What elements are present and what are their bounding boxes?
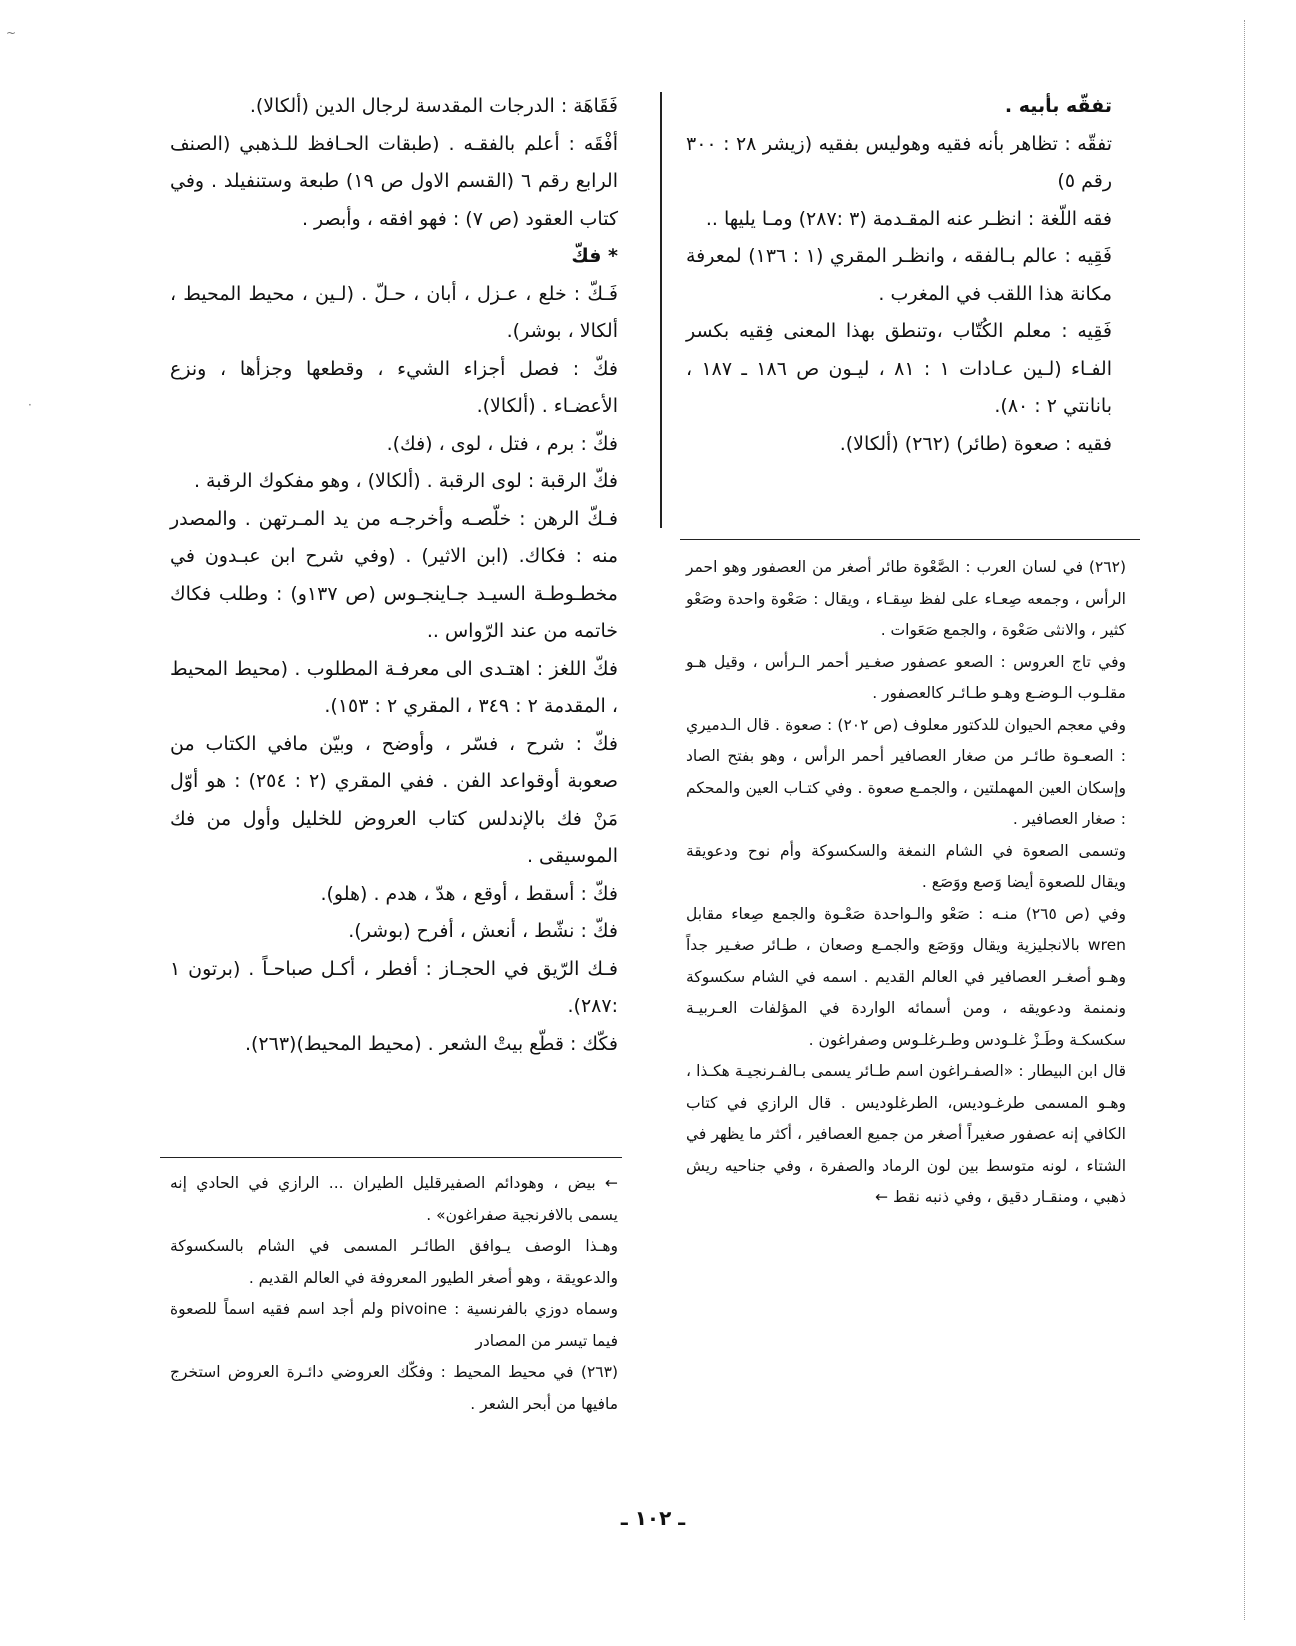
footnote: وسماه دوزي بالفرنسية : pivoine ولم أجد اسم فقيه اسماً للصعوة فيما تيسر من المصادر (170, 1300, 618, 1350)
footnotes-right (686, 552, 1126, 1214)
dictionary-entry: فكّ اللغز : اهتـدى الى معرفـة المطلوب . (محيط المحيط ، المقدمة ٢ : ٣٤٩ ، المقري ٢ : ١٥٣). (170, 657, 618, 717)
dictionary-entry: فكّ : أسقط ، أوقع ، هدّ ، هدم . (هلو). (320, 882, 618, 905)
dictionary-entry: فكّ الرقبة : لوى الرقبة . (ألكالا) ، وهو مفكوك الرقبة . (193, 470, 618, 492)
dictionary-entry: تفقّه بأبيه . (1004, 95, 1112, 117)
scan-speck: ~ (6, 26, 17, 40)
footnote: وتسمى الصعوة في الشام النمغة والسكسوكة وأم نوح ودعويقة ويقال للصعوة أيضا وَصع ووَصَع . (686, 841, 1126, 891)
footnote: وفي (ص ٢٦٥) منـه : صَعْو والـواحدة صَعْـوة والجمع صِعاء مقابل wren بالانجليزية ويقال ووَصَع والجمـع وصعان ، طـائر صغـير جداً وهـو أصغـر العصافير في العالم القديم . اسمه في الشام سكسوكة ونمنمة ودعويقه ، ومن أسمائه الواردة في المؤلفات العـربيـة سكسكـة وطَـزْ غلـودس وطـرغلـوس وصفراغون . (686, 904, 1126, 1049)
footnote-rule (680, 539, 1140, 540)
dictionary-entry: فـك الرّيق في الحجـاز : أفطر ، أكـل صباحـاً . (برتون ١ :٢٨٧). (170, 957, 618, 1017)
dictionary-entry: فكّك : قطّع بيتْ الشعر . (محيط المحيط)(٢٦٣). (244, 1032, 618, 1055)
footnotes-left (170, 1168, 618, 1420)
root-heading: * فكّ (571, 245, 618, 267)
dictionary-entry: فقيه : صعوة (طائر) (٢٦٢) (ألكالا). (839, 432, 1112, 455)
right-column (686, 88, 1112, 463)
scan-speck: · (28, 398, 32, 412)
dictionary-entry: فكّ : برم ، فتل ، لوى ، (فك). (386, 432, 618, 455)
footnote: وفي معجم الحيوان للدكتور معلوف (ص ٢٠٢) : صعوة . قال الـدميري : الصعـوة طائـر من صغار العصافير أحمر الرأس ، وهو بفتح الصاد وإسكان العين المهملتين ، والجمـع صعوة . وفي كتـاب العين والمحكم : صغار العصافير . (686, 715, 1126, 828)
footnote: ← بيض ، وهودائم الصفيرقليل الطيران ... الرازي في الحادي إنه يسمى بالافرنجية صفراغون» . (170, 1174, 618, 1224)
footnote: (٢٦٢) في لسان العرب : الصَّعْوة طائر أصغر من العصفور وهو احمر الرأس ، وجمعه صِعـاء على لفظ سِقـاء ، ويقال : صَعْوة واحدة وصَعْو كثير ، والانثى صَعْوة ، والجمع صَعَوات . (686, 558, 1126, 639)
footnote: (٢٦٣) في محيط المحيط : وفكّك العروضي دائـرة العروض استخرج مافيها من أبحر الشعر . (170, 1363, 618, 1413)
dictionary-entry: فكّ : فصل أجزاء الشيء ، وقطعها وجزأها ، ونزع الأعضـاء . (ألكالا). (170, 357, 618, 417)
footnote: وفي تاج العروس : الصعو عصفور صغـير أحمر الـرأس ، وقيل هـو مقلـوب الـوضـع وهـو طـائـر كالعصفور . (686, 652, 1126, 702)
dictionary-entry: فكّ : نشّط ، أنعش ، أفرح (بوشر). (348, 920, 618, 942)
left-column (170, 88, 618, 1063)
dictionary-entry: فَـكّ : خلع ، عـزل ، أبان ، حـلّ . (لـين ، محيط المحيط ، ألكالا ، بوشر). (170, 282, 618, 342)
footnote: وهـذا الوصف يـوافق الطائـر المسمى في الشام بالسكسوكة والدعويقة ، وهو أصغر الطيور المعروفة في العالم القديم . (170, 1237, 618, 1287)
column-separator (660, 92, 662, 528)
footnote: قال ابن البيطار : «الصفـراغون اسم طـائر يسمى بـالفـرنجيـة هكـذا ، وهـو المسمى طرغـوديس، الطرغلوديس . قال الرازي في كتاب الكافي إنه عصفور صغيراً أصغر من جميع العصافير ، أكثر ما يظهر في الشتاء ، لونه متوسط بين لون الرماد والصفرة ، وفي جناحيه ريش ذهبي ، ومنقـار دقيق ، وفي ذنبه نقط ← (686, 1062, 1126, 1206)
dictionary-entry: أفْقَه : أعلم بالفقـه . (طبقات الحـافظ للـذهبي (الصنف الرابع رقم ٦ (القسم الاول ص ١٩) طبعة وستنفيلد . وفي كتاب العقود (ص ٧) : فهو افقه ، وأبصر . (170, 132, 618, 230)
page-number: ـ ١٠٢ ـ (620, 1506, 686, 1530)
dictionary-entry: فقه اللّغة : انظـر عنه المقـدمة (٣ :٢٨٧) ومـا يليها .. (705, 207, 1112, 230)
page-edge-line (1244, 20, 1245, 1620)
dictionary-entry: تفقّه : تظاهر بأنه فقيه وهوليس بفقيه (زيشر ٢٨ : ٣٠٠ رقم ٥) (686, 132, 1112, 192)
dictionary-entry: فَقَاهَة : الدرجات المقدسة لرجال الدين (ألكالا). (249, 95, 618, 117)
footnote-rule (160, 1157, 622, 1158)
dictionary-entry: فَقِيه : عالم بـالفقه ، وانظـر المقري (١ : ١٣٦) لمعرفة مكانة هذا اللقب في المغرب . (686, 245, 1113, 305)
dictionary-entry: فـكّ الرهن : خلّصـه وأخرجـه من يد المـرتهن . والمصدر منه : فكاك. (ابن الاثير) . (وفي شرح ابن عبـدون في مخطـوطـة السيـد جـاينجـوس (ص ١٣٧و) : وطلب فكاك خاتمه من عند الرّواس .. (170, 507, 618, 642)
dictionary-entry: فَقِيه : معلم الكُتّاب ،وتنطق بهذا المعنى فِقيه بكسر الفـاء (لـين عـادات ١ : ٨١ ، ليـون ص ١٨٦ ـ ١٨٧ ، بانانتي ٢ : ٨٠). (686, 320, 1112, 417)
dictionary-entry: فكّ : شرح ، فسّر ، وأوضح ، وبيّن مافي الكتاب من صعوبة أوقواعد الفن . ففي المقري (٢ : ٢٥٤) : هو أوّل مَنْ فك بالإندلس كتاب العروض للخليل وأول من فك الموسيقى . (170, 732, 618, 867)
